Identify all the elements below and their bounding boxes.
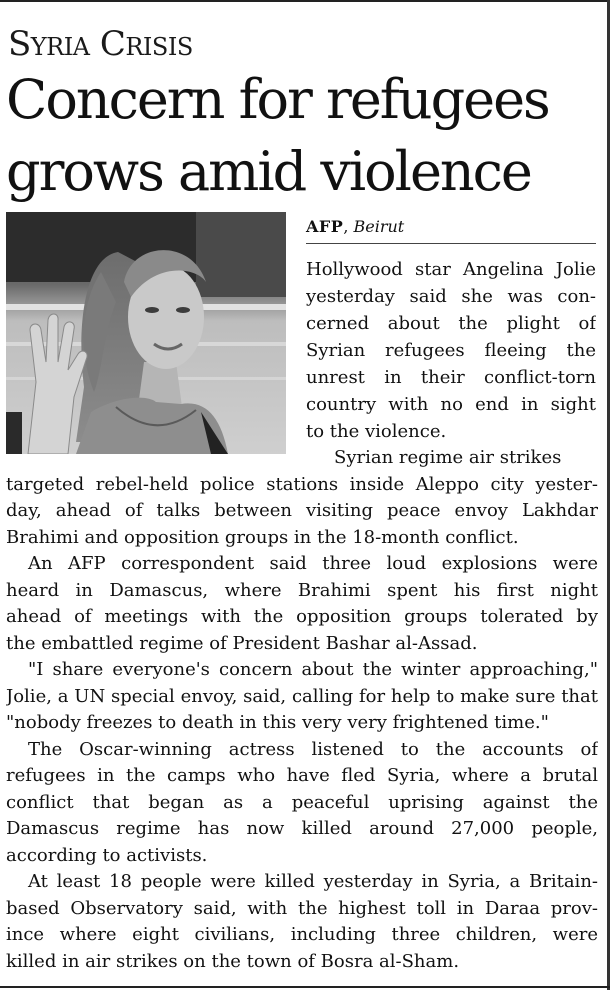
text-line: ahead of meetings with the opposition groups tolerated by — [6, 606, 598, 627]
text-line: At least 18 people were killed yesterday in Syria, a Britain- — [28, 871, 598, 892]
text-line: An AFP correspondent said three loud explosions were — [28, 553, 598, 574]
text-line: day, ahead of talks between visiting peace envoy Lakhdar — [6, 500, 598, 521]
section-kicker: Syria Crisis — [8, 24, 193, 64]
text-line: The Oscar-winning actress listened to the accounts of — [28, 738, 598, 760]
text-line: Hollywood star Angelina Jolie — [306, 259, 596, 280]
text-line: Syrian regime air strikes — [334, 447, 562, 468]
dateline-place: Beirut — [353, 217, 405, 236]
dateline-agency: AFP — [306, 217, 344, 236]
text-line: heard in Damascus, where Brahimi spent his first night — [6, 579, 598, 601]
dateline-rule — [306, 243, 596, 244]
text-line: according to activists. — [6, 844, 208, 866]
text-line: based Observatory said, with the highest toll in Daraa prov- — [6, 897, 598, 919]
text-line: Syrian refugees fleeing the — [306, 340, 596, 361]
text-line: cerned about the plight of — [306, 313, 596, 334]
text-line: Damascus regime has now killed around 27,000 people, — [6, 818, 598, 839]
text-line: "nobody freezes to death in this very very frightened time." — [6, 712, 549, 733]
column-paragraph — [306, 256, 596, 445]
bottom-rule — [0, 986, 610, 988]
photo-illustration — [6, 212, 286, 454]
text-line: Brahimi and opposition groups in the 18-month conflict. — [6, 526, 519, 548]
headline — [6, 64, 606, 208]
text-line: unrest in their conflict-torn — [306, 367, 596, 388]
text-line: targeted rebel-held police stations inside Aleppo city yester- — [6, 473, 598, 495]
headline-line-2: grows amid violence — [6, 140, 531, 203]
article-body — [6, 445, 598, 975]
news-photo — [6, 212, 286, 454]
text-line: killed in air strikes on the town of Bosra al-Sham. — [6, 950, 460, 972]
text-line: Jolie, a UN special envoy, said, calling for help to make sure that — [6, 685, 598, 707]
text-line: conflict that began as a peaceful uprising against the — [6, 791, 598, 813]
headline-line-1: Concern for refugees — [6, 68, 549, 131]
text-line: country with no end in sight — [306, 394, 596, 415]
top-rule — [0, 0, 610, 2]
text-line: ince where eight civilians, including three children, were — [6, 924, 598, 945]
text-line: the embattled regime of President Bashar al-Assad. — [6, 632, 478, 654]
text-line: yesterday said she was con- — [306, 286, 596, 307]
text-line: refugees in the camps who have fled Syria, where a brutal — [6, 765, 598, 786]
text-line: "I share everyone's concern about the winter approaching," — [28, 659, 598, 680]
dateline-separator: , — [343, 217, 349, 236]
text-line: to the violence. — [306, 421, 447, 442]
dateline — [306, 216, 404, 238]
